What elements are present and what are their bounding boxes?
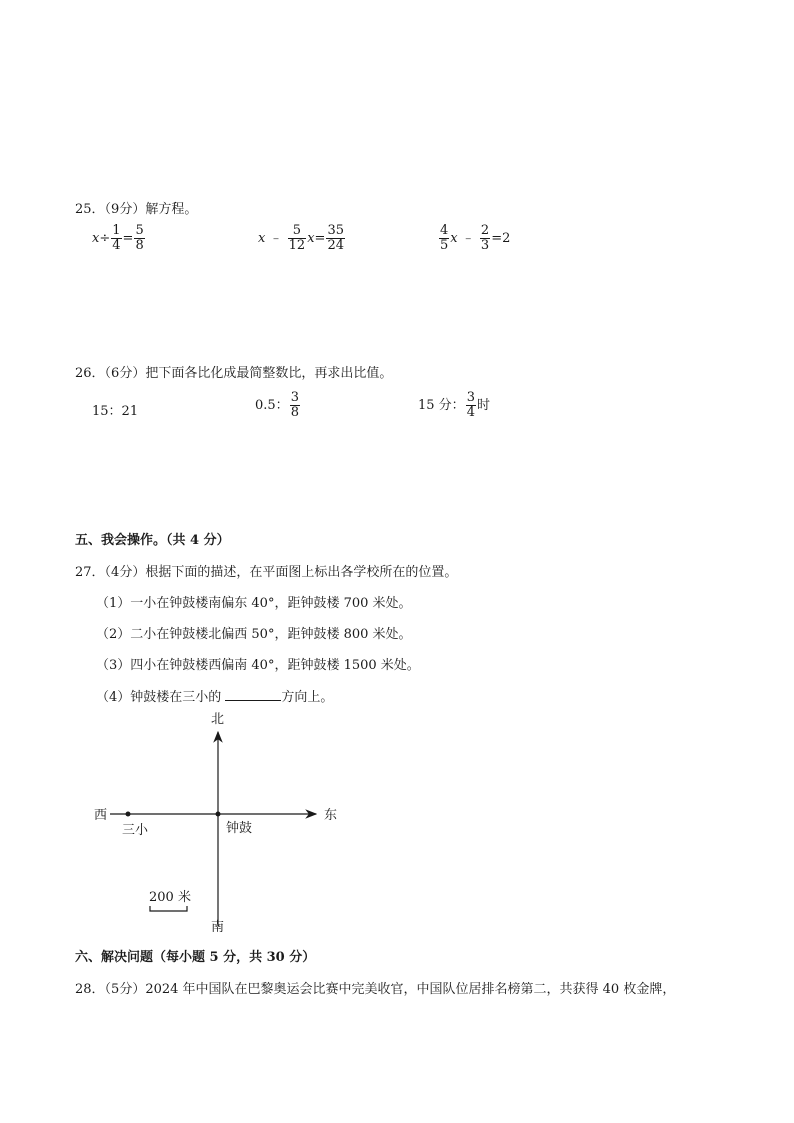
q26-ratio-2 — [255, 391, 301, 420]
q28-header: 28．（5分）2024 年中国队在巴黎奥运会比赛中完美收官，中国队位居排名榜第二，共获得 40 枚金牌， — [75, 982, 676, 997]
school-3-point — [126, 812, 131, 817]
q27-item-1: （1）一小在钟鼓楼南偏东 40°，距钟鼓楼 700 米处。 — [96, 596, 412, 611]
q27-item-2: （2）二小在钟鼓楼北偏西 50°，距钟鼓楼 800 米处。 — [96, 627, 412, 642]
minus-sign: ﹣ — [461, 231, 475, 246]
item-text: （4）钟鼓楼在三小的 — [96, 690, 222, 705]
q25-equation-3 — [438, 224, 510, 253]
denominator: 3 — [480, 238, 490, 253]
numerator: 3 — [290, 390, 299, 405]
scale-label: 200 米 — [149, 890, 191, 905]
compass-map — [94, 708, 340, 934]
q26-ratio-3 — [418, 391, 490, 420]
variable-x: x — [307, 231, 315, 246]
denominator: 5 — [440, 238, 449, 253]
q25-equation-1 — [92, 224, 146, 253]
fraction — [466, 391, 476, 420]
variable-x: x — [258, 231, 266, 246]
denominator: 4 — [466, 405, 475, 420]
denominator: 8 — [135, 238, 144, 253]
school-3-label: 三小 — [122, 823, 149, 838]
numerator: 2 — [480, 223, 490, 238]
ratio-prefix: 0.5： — [255, 398, 289, 413]
fraction — [480, 224, 490, 253]
west-label: 西 — [94, 808, 108, 823]
fraction — [326, 224, 345, 253]
fraction — [134, 224, 144, 253]
numerator: 5 — [292, 223, 302, 238]
north-label: 北 — [211, 712, 225, 727]
variable-x: x — [92, 231, 100, 246]
scale-bar — [150, 906, 187, 911]
numerator: 1 — [112, 223, 121, 238]
equals-sign: = — [314, 231, 326, 246]
fraction — [288, 224, 307, 253]
bell-tower-point — [216, 812, 221, 817]
numerator: 4 — [440, 223, 449, 238]
fraction — [439, 224, 449, 253]
numerator: 35 — [327, 223, 344, 238]
q25-header: 25．（9分）解方程。 — [75, 202, 198, 217]
numerator: 5 — [135, 223, 144, 238]
denominator: 24 — [327, 238, 344, 253]
q27-header: 27．（4分）根据下面的描述，在平面图上标出各学校所在的位置。 — [75, 565, 458, 580]
ratio-prefix: 15 分： — [418, 398, 465, 413]
south-label: 南 — [211, 920, 225, 934]
variable-x: x — [450, 231, 458, 246]
divide-sign: ÷ — [99, 231, 111, 246]
q27-item-4 — [96, 686, 333, 705]
denominator: 8 — [290, 405, 299, 420]
minus-sign: ﹣ — [269, 231, 283, 246]
q26-header: 26．（6分）把下面各比化成最简整数比，再求出比值。 — [75, 366, 393, 381]
denominator: 12 — [288, 238, 306, 253]
ratio-suffix: 时 — [476, 398, 490, 413]
item-text: 方向上。 — [281, 690, 334, 705]
answer-blank[interactable] — [225, 688, 281, 701]
fraction — [290, 391, 300, 420]
equals-sign: = — [122, 231, 134, 246]
section-6-heading: 六、解决问题（每小题 5 分，共 30 分） — [75, 950, 316, 965]
east-label: 东 — [324, 808, 338, 823]
compass-svg — [94, 708, 340, 934]
bell-tower-label: 钟鼓 — [226, 821, 253, 836]
fraction — [111, 224, 121, 253]
numerator: 3 — [466, 390, 475, 405]
q27-item-3: （3）四小在钟鼓楼西偏南 40°，距钟鼓楼 1500 米处。 — [96, 658, 420, 673]
denominator: 4 — [112, 238, 121, 253]
equation-rhs: =2 — [491, 231, 511, 246]
q26-ratio-1: 15：21 — [92, 404, 139, 419]
q25-equation-2 — [258, 224, 346, 253]
section-5-heading: 五、我会操作。（共 4 分） — [75, 533, 230, 548]
